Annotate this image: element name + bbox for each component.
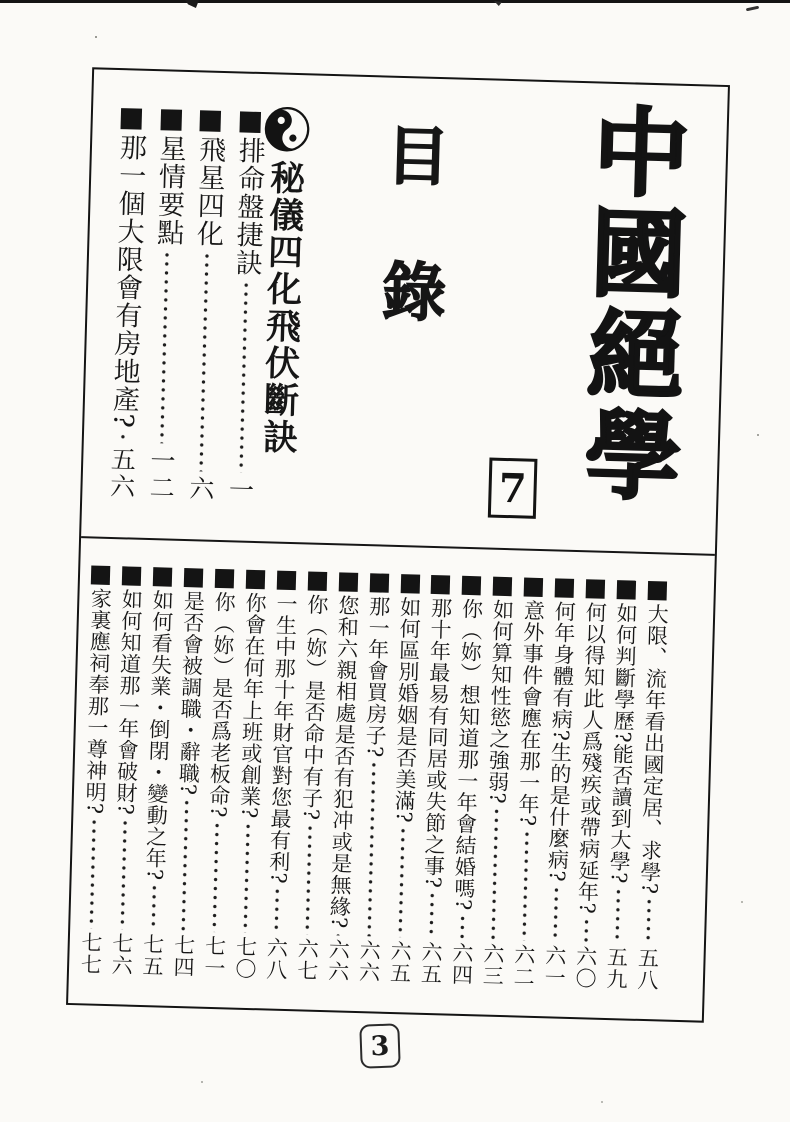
section-title: 秘儀四化飛伏斷訣 [256,159,307,457]
dot-leader [645,897,650,944]
entry-title: 你（妳）是否爲老板命? [206,590,237,819]
entry-page-number: 六 [185,475,216,503]
entry-bullet-icon [200,110,222,132]
dot-leader [120,433,124,443]
toc-entry [172,568,204,978]
entry-page-number: 六八 [263,936,289,982]
entry-bullet-icon [153,567,173,587]
toc-entry [186,110,224,503]
entry-page-number: 六一 [541,944,568,989]
page-number-badge [359,1023,401,1068]
book-title: 中國絕學 [568,100,693,508]
toc-entry [450,576,482,986]
dot-leader [243,822,250,933]
scan-artifact-topline [0,0,790,3]
entry-bullet-icon [462,576,482,596]
volume-badge [488,458,538,519]
entry-bullet-icon [276,571,296,591]
entry-page-number: 七四 [170,933,196,979]
entry-title: 您和六親相處是否有犯冲或是無緣? [326,594,361,930]
scan-artifact [185,0,199,8]
dot-leader [522,829,529,940]
entry-title: 如何知道那一年會破財? [113,588,144,816]
entry-title: 大限、流年看出國定居、求學? [637,602,670,895]
toc-entry [79,565,111,975]
dot-leader [89,817,96,928]
entry-page-number: 一二 [145,446,177,502]
entry-page-number: 七五 [139,932,166,978]
entry-bullet-icon [431,575,451,595]
entry-page-number: 五九 [603,945,629,991]
dot-leader [398,826,405,937]
scan-artifact [746,6,759,12]
dot-leader [199,251,209,471]
toc-entry [481,577,513,987]
entry-title: 如何區別婚姻是否美滿? [391,596,423,824]
entry-bullet-icon [307,571,327,591]
toc-entry [147,109,185,502]
entry-page-number: 六三 [480,942,506,988]
toc-entry [203,569,235,979]
entry-title: 那一年會買房子? [362,595,392,759]
entry-title: 如何算知性慾之強弱? [485,598,515,805]
entry-page-number: 七〇 [232,935,258,981]
dot-leader [160,250,169,443]
entry-bullet-icon [400,574,420,594]
entry-bullet-icon [215,569,235,589]
toc-top-list [107,108,264,504]
entry-title: 何年身體有病?生的是什麼病? [544,600,577,883]
entry-bullet-icon [122,566,142,586]
entry-title: 星情要點 [151,134,187,247]
entry-title: 排命盤捷訣 [230,136,266,278]
entry-title: 你會在何年上班或創業? [237,591,268,820]
entry-bullet-icon [586,579,606,599]
entry-page-number: 七一 [201,934,227,980]
entry-bullet-icon [493,577,513,597]
entry-page-number: 六〇 [572,945,599,990]
entry-bullet-icon [524,578,544,598]
toc-entry [234,570,266,980]
dot-leader [491,807,499,940]
page-number: 3 [370,1030,390,1062]
entry-page-number: 七七 [77,931,104,976]
volume-number: 7 [498,464,528,513]
toc-entry [110,566,142,976]
toc-entry [107,108,145,501]
dot-leader [212,821,219,932]
dot-leader [367,761,376,937]
entry-title: 你（妳）想知道那一年會結婚嗎? [451,597,484,912]
entry-title: 如何判斷學歷?能否讀到大學? [606,602,639,885]
entry-page-number: 一 [225,476,255,504]
entry-page-number: 六四 [449,941,475,987]
entry-page-number: 六五 [387,939,413,985]
dot-leader [182,798,190,931]
scan-speckles [0,0,2,2]
entry-bullet-icon [246,570,266,590]
dot-leader [553,885,559,942]
taiji-icon [263,106,309,152]
entry-page-number: 五八 [634,946,660,992]
dot-leader [460,914,465,939]
toc-entry [387,574,423,985]
toc-entry [512,578,544,988]
dot-leader [120,818,127,929]
page-frame [66,67,730,1022]
entry-title: 那十年最易有同居或失節之事? [420,596,453,889]
entry-bullet-icon [239,111,261,133]
entry-page-number: 六五 [418,940,444,986]
dot-leader [584,917,589,942]
entry-title: 你（妳）是否命中有子? [298,593,330,821]
toc-entry [419,575,451,985]
toc-entry [325,572,361,983]
entry-title: 何以得知此人爲殘疾或帶病延年? [574,601,608,915]
dot-leader [151,884,156,931]
toc-entry [605,580,637,990]
entry-page-number: 六六 [325,938,351,983]
entry-title: 是否會被調職・辭職? [175,589,206,796]
entry-title: 飛星四化 [191,135,226,248]
toc-entry [574,579,606,989]
entry-bullet-icon [555,578,575,598]
toc-entry [636,581,668,991]
entry-bullet-icon [91,565,111,585]
toc-entry [543,578,575,988]
entry-title: 那一個大限會有房地產? [107,132,147,430]
entry-title: 意外事件會應在那一年? [515,599,546,827]
dot-leader [429,891,434,938]
toc-entry [356,573,392,984]
entry-bullet-icon [369,573,389,593]
entry-title: 如何看失業・倒閉・變動之年? [142,589,175,881]
entry-bullet-icon [648,581,668,601]
entry-page-number: 六六 [356,939,382,984]
dot-leader [274,887,279,934]
entry-bullet-icon [338,572,358,592]
dot-leader [238,281,247,473]
entry-page-number: 七六 [108,932,135,977]
entry-bullet-icon [160,109,182,131]
dot-leader [305,823,312,934]
toc-entry [141,567,173,977]
entry-page-number: 六二 [510,943,537,988]
top-section [81,69,728,556]
entry-bullet-icon [121,108,143,130]
toc-entry [265,571,297,981]
entry-page-number: 六七 [294,937,320,982]
entry-title: 家裏應祠奉那一尊神明? [82,587,113,815]
toc-bottom-list [79,565,668,991]
entry-bullet-icon [184,568,204,588]
dot-leader [336,932,340,936]
toc-entry [294,571,330,982]
entry-bullet-icon [617,580,637,600]
dot-leader [615,887,621,944]
toc-heading: 目錄 [368,121,451,396]
entry-page-number: 五六 [106,445,137,501]
entry-title: 一生中那十年財官對您最有利? [266,592,299,885]
